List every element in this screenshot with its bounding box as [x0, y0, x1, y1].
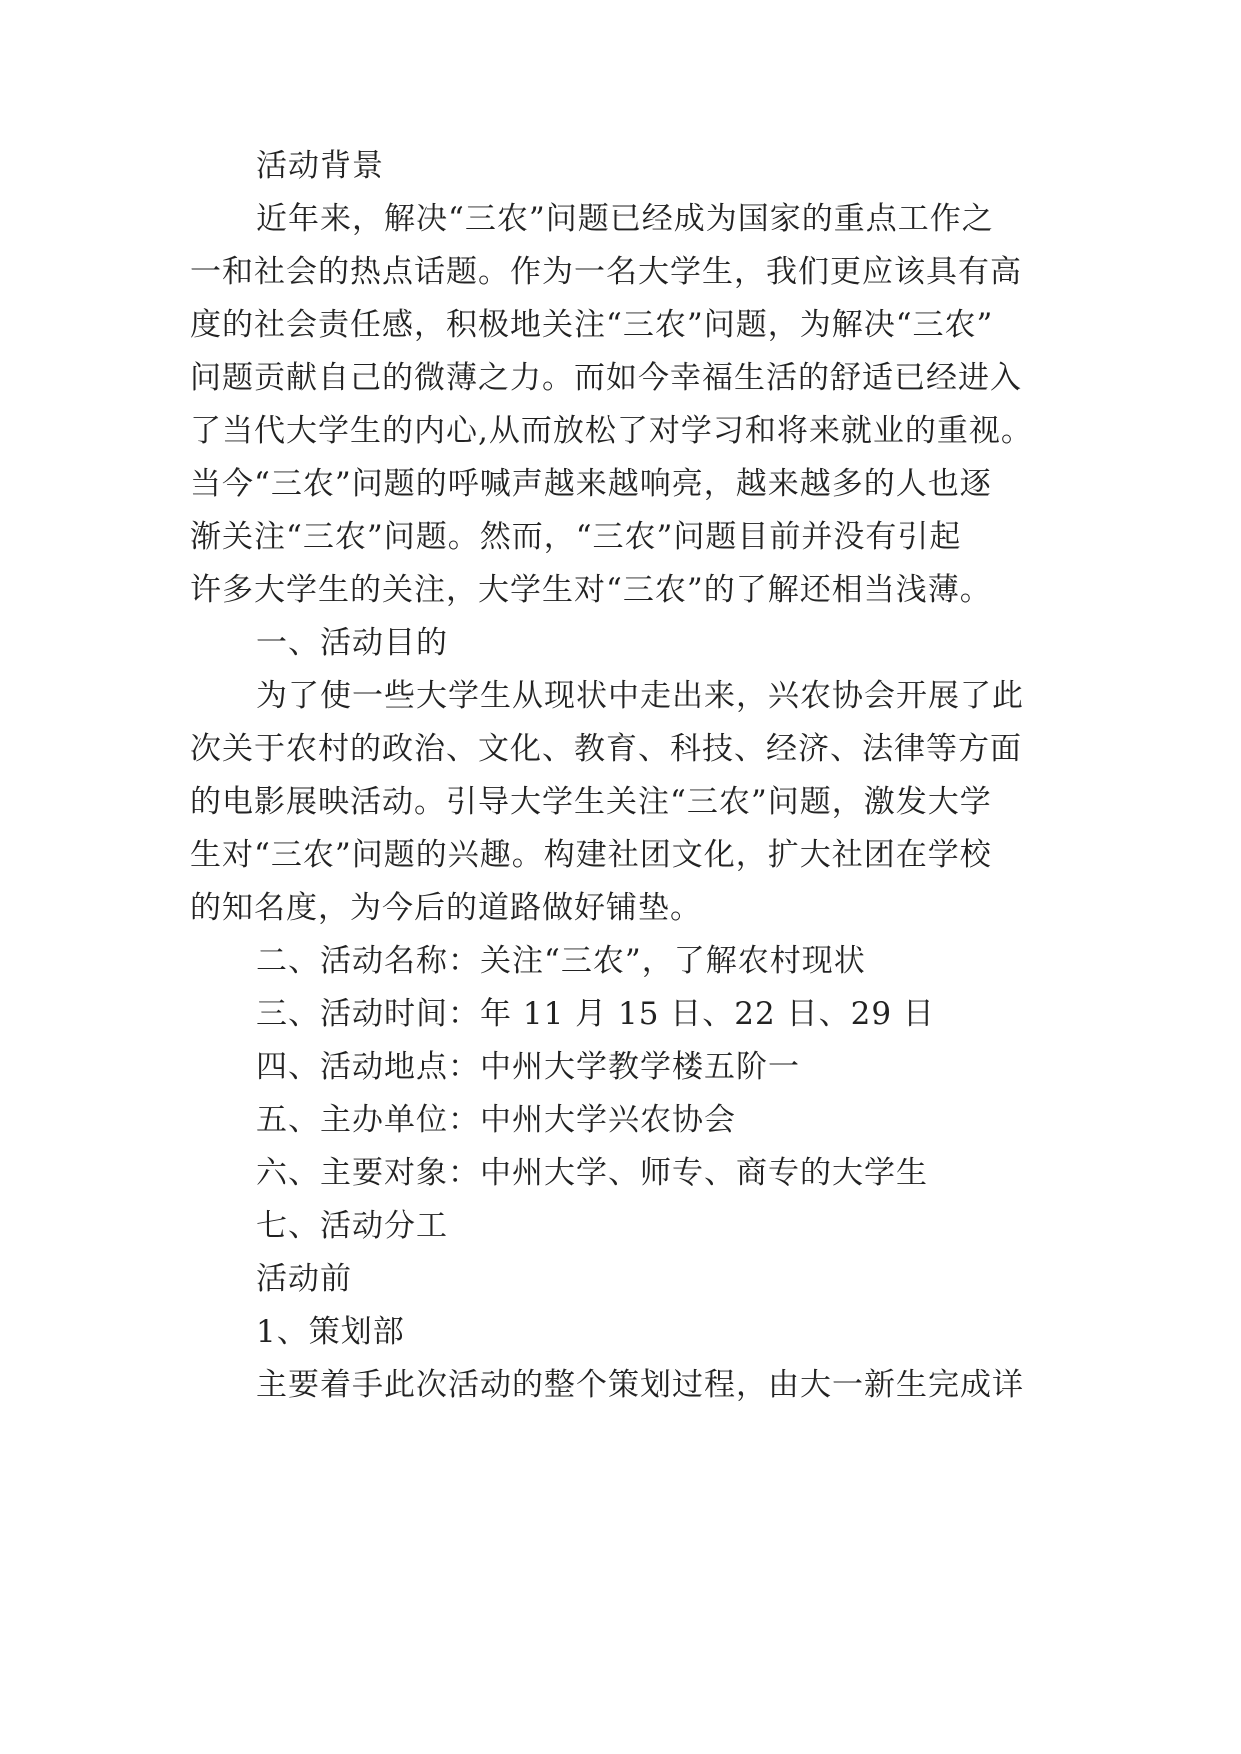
item-activity-place: 四、活动地点：中州大学教学楼五阶一: [256, 1049, 800, 1085]
paragraph-line: 为了使一些大学生从现状中走出来，兴农协会开展了此: [256, 678, 1024, 714]
paragraph-line: 近年来，解决“三农”问题已经成为国家的重点工作之: [256, 201, 994, 237]
paragraph-line: 了当代大学生的内心,从而放松了对学习和将来就业的重视。: [190, 413, 1033, 449]
subheading-before-activity: 活动前: [256, 1261, 352, 1297]
item-activity-name: 二、活动名称：关注“三农”，了解农村现状: [256, 943, 866, 979]
paragraph-line: 生对“三农”问题的兴趣。构建社团文化，扩大社团在学校: [190, 837, 992, 873]
paragraph-line: 的知名度，为今后的道路做好铺垫。: [190, 890, 702, 926]
paragraph-line: 渐关注“三农”问题。然而，“三农”问题目前并没有引起: [190, 519, 962, 555]
section-heading-purpose: 一、活动目的: [256, 625, 448, 661]
item-activity-time: 三、活动时间：年 11 月 15 日、22 日、29 日: [256, 996, 935, 1032]
section-heading-background: 活动背景: [256, 148, 384, 184]
paragraph-line: 次关于农村的政治、文化、教育、科技、经济、法律等方面: [190, 731, 1022, 767]
item-audience: 六、主要对象：中州大学、师专、商专的大学生: [256, 1155, 928, 1191]
item-organizer: 五、主办单位：中州大学兴农协会: [256, 1102, 736, 1138]
paragraph-line: 主要着手此次活动的整个策划过程，由大一新生完成详: [256, 1367, 1024, 1403]
subheading-planning-dept: 1、策划部: [256, 1314, 405, 1350]
paragraph-line: 问题贡献自己的微薄之力。而如今幸福生活的舒适已经进入: [190, 360, 1022, 396]
paragraph-line: 许多大学生的关注，大学生对“三农”的了解还相当浅薄。: [190, 572, 992, 608]
item-division: 七、活动分工: [256, 1208, 448, 1244]
paragraph-line: 当今“三农”问题的呼喊声越来越响亮，越来越多的人也逐: [190, 466, 992, 502]
paragraph-line: 的电影展映活动。引导大学生关注“三农”问题，激发大学: [190, 784, 992, 820]
paragraph-line: 度的社会责任感，积极地关注“三农”问题，为解决“三农”: [190, 307, 994, 343]
paragraph-line: 一和社会的热点话题。作为一名大学生，我们更应该具有高: [190, 254, 1022, 290]
